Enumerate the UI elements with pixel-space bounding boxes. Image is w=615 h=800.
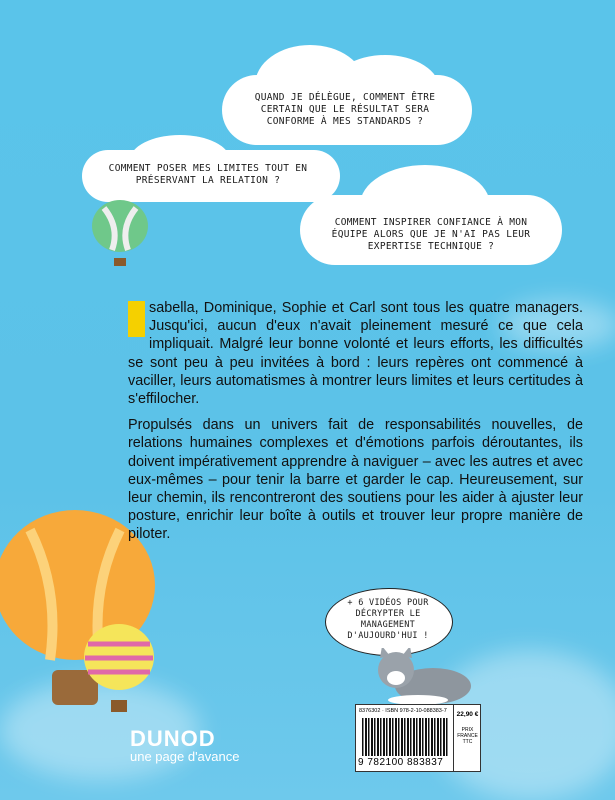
barcode-number: 9 782100 883837	[358, 757, 444, 768]
price: 22,90 €	[456, 711, 479, 718]
barcode-label	[355, 704, 481, 772]
isbn-line: 8376302 · ISBN 978-2-10-088383-7	[359, 708, 447, 714]
tagline: une page d'avance	[130, 749, 240, 764]
publisher-logo	[130, 726, 239, 764]
small-balloon-illustration	[90, 198, 150, 270]
speech-text: + 6 VIDÉOS POUR DÉCRYPTER LE MANAGEMENT D'AUJOURD'HUI !	[347, 598, 429, 641]
barcode-bars	[362, 718, 448, 756]
blurb-paragraph: Propulsés dans un univers fait de responsabilités nouvelles, de relations humaines complexes et d'émotions parfois déroutantes, ils doivent impérativement apprendre à naviguer – avec les autres et avec eux-mêmes – pour tenir la barre et garder le cap. Heureusement, sur leur chemin, ils rencontreront des soutiens pour les aider à ajuster leur posture, enrichir leur boîte à outils et trouver leur propre manière de piloter.	[128, 417, 583, 543]
bubble-text: COMMENT INSPIRER CONFIANCE À MON ÉQUIPE ALORS QUE JE N'AI PAS LEUR EXPERTISE TECHNIQUE ?	[331, 217, 531, 252]
blurb	[128, 299, 583, 552]
logo-text: DUNOD	[130, 726, 216, 751]
cat-illustration	[368, 648, 473, 706]
bubble-text: QUAND JE DÉLÈGUE, COMMENT ÊTRE CERTAIN QUE LE RÉSULTAT SERA CONFORME À MES STANDARDS ?	[254, 92, 436, 127]
striped-balloon-illustration	[82, 622, 157, 717]
price-note: PRIX FRANCE TTC	[457, 727, 478, 745]
bubble-text: COMMENT POSER MES LIMITES TOUT EN PRÉSERVANT LA RELATION ?	[108, 163, 308, 186]
blurb-paragraph: sabella, Dominique, Sophie et Carl sont tous les quatre managers. Jusqu'ici, aucun d'eux n'avait pleinement mesuré ce que cela impliquait. Malgré leur bonne volonté et leurs efforts, les difficultés se sont peu à peu invitées à bord : leurs repères ont commencé à vaciller, leurs automatismes à montrer leurs limites et leurs certitudes à s'effilocher.	[128, 300, 583, 408]
drop-cap-bar	[128, 301, 145, 337]
